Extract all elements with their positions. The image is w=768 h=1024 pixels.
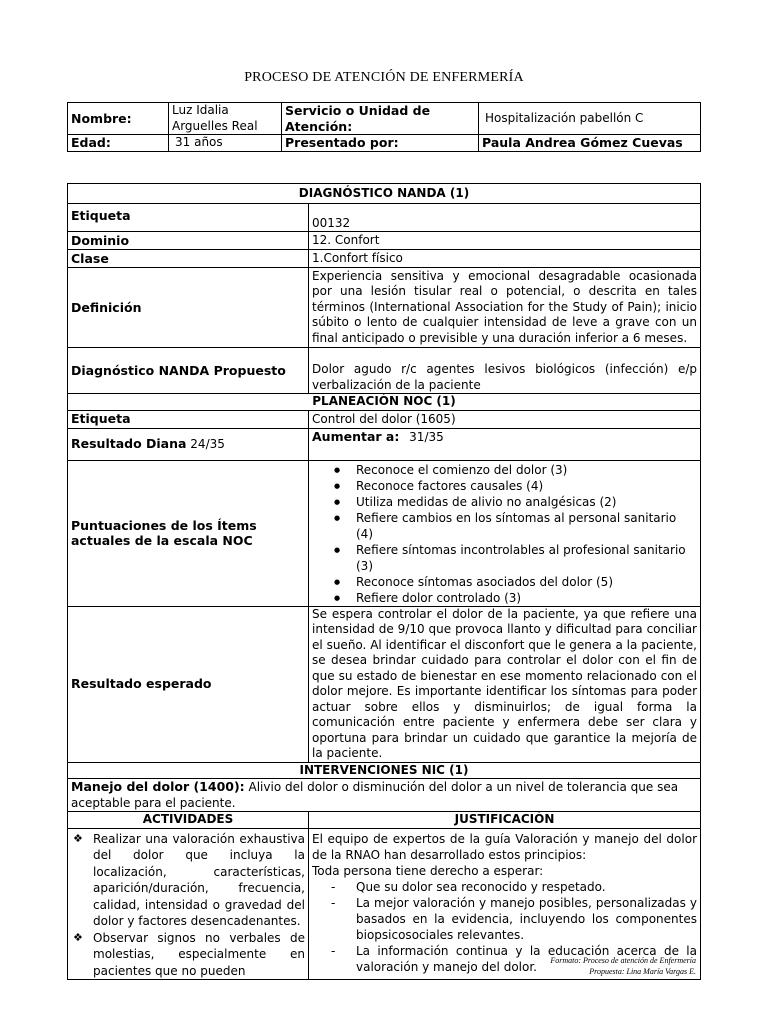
- dominio-label: Dominio: [68, 232, 309, 250]
- list-item: - La mejor valoración y manejo posibles, personalizadas y basados en la evidencia, incluyendo los componentes biopsicosociales relevantes.: [331, 895, 697, 942]
- presentado-label: Presentado por:: [282, 135, 479, 152]
- clase-label: Clase: [68, 250, 309, 268]
- dash-icon: -: [331, 879, 336, 894]
- noc-etiqueta-label: Etiqueta: [68, 410, 309, 428]
- propuesto-value: Dolor agudo r/c agentes lesivos biológicos (infección) e/p verbalización de la paciente: [309, 348, 701, 394]
- footer: [550, 955, 696, 977]
- nic-header: INTERVENCIONES NIC (1): [68, 762, 701, 779]
- justificacion-intro2: Toda persona tiene derecho a esperar:: [312, 863, 544, 878]
- list-item: - Que su dolor sea reconocido y respetado.: [331, 879, 606, 894]
- diana-value: 24/35: [190, 436, 225, 451]
- manejo-text: Alivio del dolor o disminución del dolor a un nivel de tolerancia que sea aceptable para el paciente.: [71, 780, 679, 810]
- esperado-value: Se espera controlar el dolor de la paciente, ya que refiere una intensidad de 9/10 que provoca llanto y dificultad para conciliar el sueño. Al identificar el disconfort que le genera a la paciente, se desea brindar cuidado para controlar el dolor con el fin de que su estado de bienestar en ese momento relacionado con el dolor mejore. Es importante identificar los síntomas para poder actuar sobre ellos y disminuirlos; de igual forma la comunicación entre paciente y enfermera debe ser clara y oportuna para brindar un cuidado que garantice la mejoría de la paciente.: [309, 606, 701, 762]
- actividades-cell: [68, 828, 309, 980]
- servicio-value: Hospitalización pabellón C: [479, 103, 701, 135]
- clase-value: 1.Confort físico: [309, 250, 701, 268]
- aumentar-label: Aumentar a:: [312, 428, 400, 444]
- list-item: ❖ Realizar una valoración exhaustiva del dolor que incluya la localización, características, aparición/duración, frecuencia, calidad, intensidad o gravedad del dolor y factores desencadenantes.: [73, 831, 305, 928]
- aumentar-value: 31/35: [409, 429, 444, 444]
- care-plan-table: [67, 183, 701, 980]
- presentado-value: Paula Andrea Gómez Cuevas: [479, 135, 701, 152]
- nombre-value: Luz Idalia Arguelles Real: [169, 103, 282, 135]
- esperado-label: Resultado esperado: [68, 606, 309, 762]
- edad-label: Edad:: [68, 135, 169, 152]
- servicio-label: Servicio o Unidad de Atención:: [282, 103, 479, 135]
- list-item: ● Refiere cambios en los síntomas al personal sanitario (4): [356, 510, 697, 542]
- diamond-bullet-icon: ❖: [73, 831, 83, 845]
- items-label: Puntuaciones de los Ítems actuales de la escala NOC: [68, 460, 309, 606]
- list-item: ● Utiliza medidas de alivio no analgésicas (2): [356, 494, 697, 510]
- etiqueta-label: Etiqueta: [68, 204, 309, 232]
- diana-cell: [68, 428, 309, 460]
- nanda-header: DIAGNÓSTICO NANDA (1): [68, 184, 701, 204]
- actividades-list: [71, 831, 305, 980]
- definicion-label: Definición: [68, 268, 309, 348]
- manejo-label: Manejo del dolor (1400):: [71, 779, 245, 794]
- noc-header: PLANEACIÓN NOC (1): [68, 394, 701, 411]
- noc-etiqueta-value: Control del dolor (1605): [309, 410, 701, 428]
- etiqueta-value: 00132: [309, 204, 701, 232]
- diamond-bullet-icon: ❖: [73, 930, 83, 944]
- footer-format: Formato: Proceso de atención de Enfermería: [550, 956, 696, 965]
- dash-icon: -: [331, 895, 336, 910]
- aumentar-cell: [309, 428, 701, 460]
- list-item: ● Reconoce el comienzo del dolor (3): [356, 462, 697, 478]
- page-title: PROCESO DE ATENCIÓN DE ENFERMERÍA: [244, 70, 524, 85]
- items-cell: [309, 460, 701, 606]
- patient-info-table: [67, 102, 701, 152]
- justificacion-intro: El equipo de expertos de la guía Valoración y manejo del dolor de la RNAO han desarrollado estos principios:: [312, 831, 697, 862]
- noc-items-list: [312, 462, 697, 606]
- justificacion-header: JUSTIFICACIÓN: [309, 812, 701, 829]
- nombre-label: Nombre:: [68, 103, 169, 135]
- list-item: - La información continua y la educación acerca de la valoración y manejo del dolor.: [331, 943, 697, 974]
- edad-value: 31 años: [169, 135, 282, 152]
- dominio-value: 12. Confort: [309, 232, 701, 250]
- list-item: ● Refiere síntomas incontrolables al profesional sanitario (3): [356, 542, 697, 574]
- manejo-cell: [68, 779, 701, 812]
- propuesto-label: Diagnóstico NANDA Propuesto: [68, 348, 309, 394]
- definicion-value: Experiencia sensitiva y emocional desagradable ocasionada por una lesión tisular real o potencial, o descrita en tales términos (International Association for the Study of Pain); inicio súbito o lento de cualquier intensidad de leve a grave con un final anticipado o previsible y una duración inferior a 6 meses.: [309, 268, 701, 348]
- diana-label: Resultado Diana: [71, 435, 187, 451]
- list-item: ● Reconoce síntomas asociados del dolor (5): [356, 574, 697, 590]
- list-item: ❖ Observar signos no verbales de molestias, especialmente en pacientes que no pueden: [73, 930, 305, 978]
- dash-icon: -: [331, 943, 336, 958]
- list-item: ● Reconoce factores causales (4): [356, 478, 697, 494]
- list-item: ● Refiere dolor controlado (3): [356, 590, 697, 606]
- actividades-header: ACTIVIDADES: [68, 812, 309, 829]
- footer-author: Propuesta: Lina María Vargas E.: [589, 967, 696, 976]
